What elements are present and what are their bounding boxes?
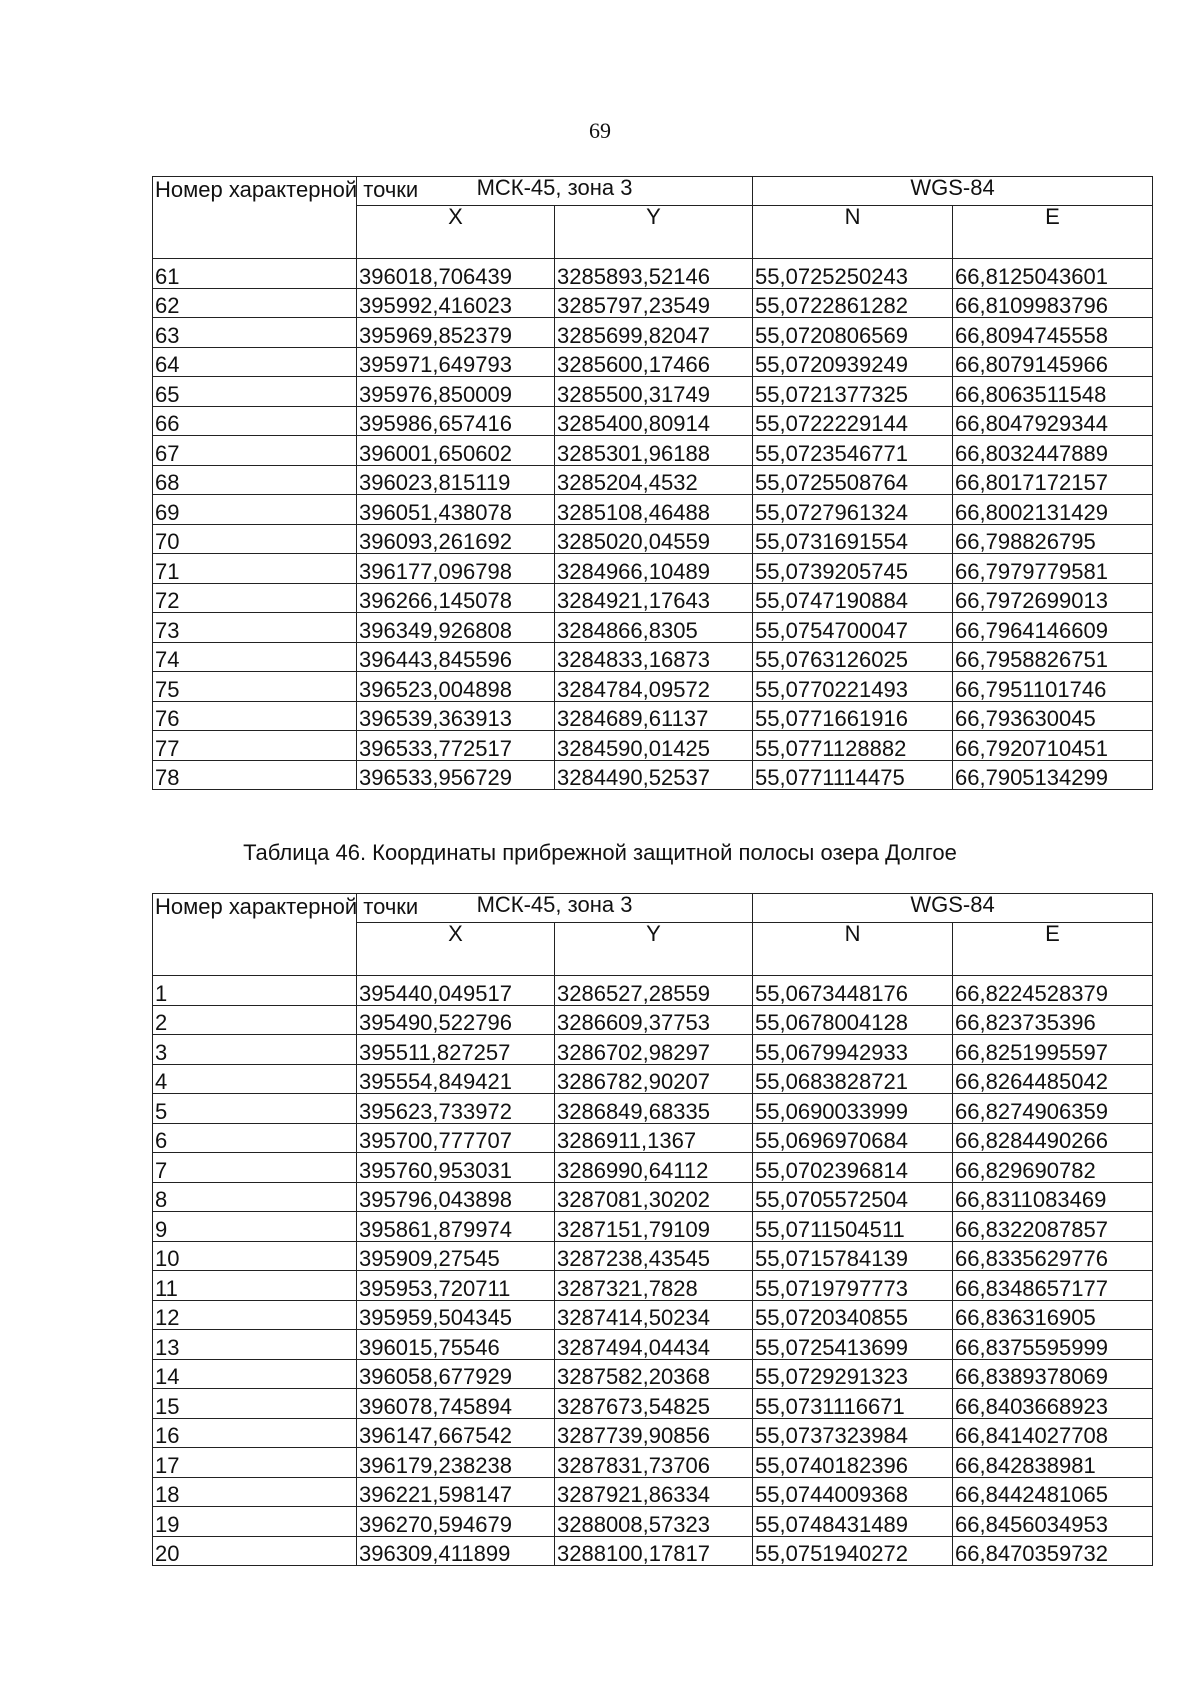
n-cell: 55,0751940272 <box>753 1536 953 1566</box>
point-number-cell: 67 <box>153 436 357 466</box>
point-number-cell: 71 <box>153 554 357 584</box>
e-cell: 66,8470359732 <box>953 1536 1153 1566</box>
y-cell: 3287238,43545 <box>555 1241 753 1271</box>
header-n: N <box>753 206 953 259</box>
point-number-cell: 8 <box>153 1182 357 1212</box>
page-number: 69 <box>589 118 611 143</box>
n-cell: 55,0771114475 <box>753 760 953 790</box>
x-cell: 396349,926808 <box>357 613 555 643</box>
x-cell: 396266,145078 <box>357 583 555 613</box>
e-cell: 66,8125043601 <box>953 259 1153 289</box>
e-cell: 66,8375595999 <box>953 1330 1153 1360</box>
x-cell: 395490,522796 <box>357 1005 555 1035</box>
e-cell: 66,8403668923 <box>953 1389 1153 1419</box>
table-row <box>153 1094 1153 1124</box>
x-cell: 395511,827257 <box>357 1035 555 1065</box>
point-number-cell: 75 <box>153 672 357 702</box>
x-cell: 395796,043898 <box>357 1182 555 1212</box>
point-number-cell: 5 <box>153 1094 357 1124</box>
point-number-cell: 62 <box>153 288 357 318</box>
y-cell: 3284921,17643 <box>555 583 753 613</box>
n-cell: 55,0754700047 <box>753 613 953 643</box>
x-cell: 396147,667542 <box>357 1418 555 1448</box>
y-cell: 3285204,4532 <box>555 465 753 495</box>
table-row <box>153 672 1153 702</box>
y-cell: 3287151,79109 <box>555 1212 753 1242</box>
table-row <box>153 1064 1153 1094</box>
n-cell: 55,0673448176 <box>753 976 953 1006</box>
point-number-cell: 20 <box>153 1536 357 1566</box>
point-number-cell: 19 <box>153 1507 357 1537</box>
e-cell: 66,8109983796 <box>953 288 1153 318</box>
y-cell: 3286849,68335 <box>555 1094 753 1124</box>
table-row <box>153 377 1153 407</box>
header-y: Y <box>555 206 753 259</box>
e-cell: 66,7920710451 <box>953 731 1153 761</box>
x-cell: 396309,411899 <box>357 1536 555 1566</box>
y-cell: 3287921,86334 <box>555 1477 753 1507</box>
y-cell: 3285893,52146 <box>555 259 753 289</box>
table-row <box>153 1241 1153 1271</box>
point-number-cell: 74 <box>153 642 357 672</box>
y-cell: 3286702,98297 <box>555 1035 753 1065</box>
point-number-cell: 63 <box>153 318 357 348</box>
table-row <box>153 406 1153 436</box>
coordinates-table-1 <box>152 176 1153 790</box>
n-cell: 55,0711504511 <box>753 1212 953 1242</box>
n-cell: 55,0770221493 <box>753 672 953 702</box>
point-number-cell: 70 <box>153 524 357 554</box>
x-cell: 395976,850009 <box>357 377 555 407</box>
table-row <box>153 1005 1153 1035</box>
n-cell: 55,0771128882 <box>753 731 953 761</box>
n-cell: 55,0725250243 <box>753 259 953 289</box>
n-cell: 55,0720939249 <box>753 347 953 377</box>
e-cell: 66,7964146609 <box>953 613 1153 643</box>
table-row <box>153 1330 1153 1360</box>
n-cell: 55,0721377325 <box>753 377 953 407</box>
x-cell: 396177,096798 <box>357 554 555 584</box>
e-cell: 66,8251995597 <box>953 1035 1153 1065</box>
header-e: E <box>953 206 1153 259</box>
e-cell: 66,8284490266 <box>953 1123 1153 1153</box>
table-row <box>153 1418 1153 1448</box>
point-number-cell: 15 <box>153 1389 357 1419</box>
e-cell: 66,8032447889 <box>953 436 1153 466</box>
header-y: Y <box>555 923 753 976</box>
n-cell: 55,0748431489 <box>753 1507 953 1537</box>
n-cell: 55,0763126025 <box>753 642 953 672</box>
y-cell: 3286527,28559 <box>555 976 753 1006</box>
e-cell: 66,8094745558 <box>953 318 1153 348</box>
header-msk45: МСК-45, зона 3 <box>357 894 753 923</box>
n-cell: 55,0731116671 <box>753 1389 953 1419</box>
e-cell: 66,798826795 <box>953 524 1153 554</box>
point-number-cell: 11 <box>153 1271 357 1301</box>
header-n: N <box>753 923 953 976</box>
x-cell: 395440,049517 <box>357 976 555 1006</box>
x-cell: 395554,849421 <box>357 1064 555 1094</box>
point-number-cell: 12 <box>153 1300 357 1330</box>
x-cell: 396001,650602 <box>357 436 555 466</box>
e-cell: 66,8456034953 <box>953 1507 1153 1537</box>
point-number-cell: 17 <box>153 1448 357 1478</box>
point-number-cell: 9 <box>153 1212 357 1242</box>
y-cell: 3287582,20368 <box>555 1359 753 1389</box>
n-cell: 55,0679942933 <box>753 1035 953 1065</box>
x-cell: 395909,27545 <box>357 1241 555 1271</box>
e-cell: 66,8414027708 <box>953 1418 1153 1448</box>
table-body <box>153 976 1153 1566</box>
e-cell: 66,8047929344 <box>953 406 1153 436</box>
n-cell: 55,0725413699 <box>753 1330 953 1360</box>
table-row <box>153 524 1153 554</box>
y-cell: 3285797,23549 <box>555 288 753 318</box>
point-number-cell: 2 <box>153 1005 357 1035</box>
n-cell: 55,0739205745 <box>753 554 953 584</box>
table-row <box>153 1153 1153 1183</box>
table-row <box>153 1389 1153 1419</box>
n-cell: 55,0696970684 <box>753 1123 953 1153</box>
point-number-cell: 13 <box>153 1330 357 1360</box>
x-cell: 396015,75546 <box>357 1330 555 1360</box>
header-x: X <box>357 206 555 259</box>
e-cell: 66,7951101746 <box>953 672 1153 702</box>
y-cell: 3284784,09572 <box>555 672 753 702</box>
n-cell: 55,0729291323 <box>753 1359 953 1389</box>
x-cell: 396018,706439 <box>357 259 555 289</box>
table-row <box>153 642 1153 672</box>
header-wgs84: WGS-84 <box>753 177 1153 206</box>
table-row <box>153 1123 1153 1153</box>
table-row <box>153 465 1153 495</box>
e-cell: 66,7979779581 <box>953 554 1153 584</box>
y-cell: 3286911,1367 <box>555 1123 753 1153</box>
header-wgs84: WGS-84 <box>753 894 1153 923</box>
y-cell: 3284490,52537 <box>555 760 753 790</box>
table-row <box>153 1359 1153 1389</box>
table-row <box>153 436 1153 466</box>
header-msk45: МСК-45, зона 3 <box>357 177 753 206</box>
point-number-cell: 7 <box>153 1153 357 1183</box>
header-point-number: Номер характерной точки <box>153 894 357 976</box>
e-cell: 66,8322087857 <box>953 1212 1153 1242</box>
table-row <box>153 1477 1153 1507</box>
e-cell: 66,8335629776 <box>953 1241 1153 1271</box>
table-row <box>153 347 1153 377</box>
table-row <box>153 760 1153 790</box>
n-cell: 55,0725508764 <box>753 465 953 495</box>
e-cell: 66,8348657177 <box>953 1271 1153 1301</box>
y-cell: 3286782,90207 <box>555 1064 753 1094</box>
e-cell: 66,829690782 <box>953 1153 1153 1183</box>
table-row <box>153 583 1153 613</box>
n-cell: 55,0715784139 <box>753 1241 953 1271</box>
n-cell: 55,0722229144 <box>753 406 953 436</box>
point-number-cell: 72 <box>153 583 357 613</box>
e-cell: 66,7905134299 <box>953 760 1153 790</box>
x-cell: 395700,777707 <box>357 1123 555 1153</box>
coordinates-table-2 <box>152 893 1153 1566</box>
point-number-cell: 10 <box>153 1241 357 1271</box>
e-cell: 66,842838981 <box>953 1448 1153 1478</box>
n-cell: 55,0720340855 <box>753 1300 953 1330</box>
y-cell: 3287831,73706 <box>555 1448 753 1478</box>
y-cell: 3285600,17466 <box>555 347 753 377</box>
point-number-cell: 65 <box>153 377 357 407</box>
y-cell: 3285301,96188 <box>555 436 753 466</box>
x-cell: 396023,815119 <box>357 465 555 495</box>
point-number-cell: 78 <box>153 760 357 790</box>
point-number-cell: 73 <box>153 613 357 643</box>
n-cell: 55,0731691554 <box>753 524 953 554</box>
n-cell: 55,0723546771 <box>753 436 953 466</box>
n-cell: 55,0727961324 <box>753 495 953 525</box>
x-cell: 396221,598147 <box>357 1477 555 1507</box>
point-number-cell: 14 <box>153 1359 357 1389</box>
table-row <box>153 731 1153 761</box>
point-number-cell: 61 <box>153 259 357 289</box>
x-cell: 396533,956729 <box>357 760 555 790</box>
n-cell: 55,0705572504 <box>753 1182 953 1212</box>
y-cell: 3284966,10489 <box>555 554 753 584</box>
y-cell: 3287739,90856 <box>555 1418 753 1448</box>
x-cell: 396533,772517 <box>357 731 555 761</box>
y-cell: 3285500,31749 <box>555 377 753 407</box>
table-row <box>153 701 1153 731</box>
e-cell: 66,793630045 <box>953 701 1153 731</box>
e-cell: 66,8442481065 <box>953 1477 1153 1507</box>
e-cell: 66,823735396 <box>953 1005 1153 1035</box>
table-row <box>153 1448 1153 1478</box>
e-cell: 66,836316905 <box>953 1300 1153 1330</box>
e-cell: 66,8389378069 <box>953 1359 1153 1389</box>
point-number-cell: 6 <box>153 1123 357 1153</box>
table-row <box>153 1300 1153 1330</box>
y-cell: 3285699,82047 <box>555 318 753 348</box>
y-cell: 3284866,8305 <box>555 613 753 643</box>
y-cell: 3288008,57323 <box>555 1507 753 1537</box>
x-cell: 395992,416023 <box>357 288 555 318</box>
n-cell: 55,0771661916 <box>753 701 953 731</box>
table-row <box>153 318 1153 348</box>
e-cell: 66,8311083469 <box>953 1182 1153 1212</box>
x-cell: 395986,657416 <box>357 406 555 436</box>
x-cell: 396058,677929 <box>357 1359 555 1389</box>
point-number-cell: 64 <box>153 347 357 377</box>
e-cell: 66,8002131429 <box>953 495 1153 525</box>
n-cell: 55,0744009368 <box>753 1477 953 1507</box>
n-cell: 55,0720806569 <box>753 318 953 348</box>
x-cell: 396539,363913 <box>357 701 555 731</box>
x-cell: 395760,953031 <box>357 1153 555 1183</box>
x-cell: 396270,594679 <box>357 1507 555 1537</box>
e-cell: 66,8063511548 <box>953 377 1153 407</box>
x-cell: 395861,879974 <box>357 1212 555 1242</box>
e-cell: 66,7958826751 <box>953 642 1153 672</box>
point-number-cell: 69 <box>153 495 357 525</box>
x-cell: 395971,649793 <box>357 347 555 377</box>
n-cell: 55,0740182396 <box>753 1448 953 1478</box>
y-cell: 3284689,61137 <box>555 701 753 731</box>
table-row <box>153 1536 1153 1566</box>
table-row <box>153 259 1153 289</box>
header-e: E <box>953 923 1153 976</box>
point-number-cell: 66 <box>153 406 357 436</box>
x-cell: 395959,504345 <box>357 1300 555 1330</box>
e-cell: 66,8264485042 <box>953 1064 1153 1094</box>
table-row <box>153 554 1153 584</box>
y-cell: 3286990,64112 <box>555 1153 753 1183</box>
x-cell: 396078,745894 <box>357 1389 555 1419</box>
y-cell: 3288100,17817 <box>555 1536 753 1566</box>
table-row <box>153 288 1153 318</box>
point-number-cell: 3 <box>153 1035 357 1065</box>
table-row <box>153 613 1153 643</box>
table-row <box>153 1212 1153 1242</box>
point-number-cell: 4 <box>153 1064 357 1094</box>
x-cell: 396179,238238 <box>357 1448 555 1478</box>
n-cell: 55,0690033999 <box>753 1094 953 1124</box>
e-cell: 66,8017172157 <box>953 465 1153 495</box>
table-row <box>153 495 1153 525</box>
n-cell: 55,0719797773 <box>753 1271 953 1301</box>
y-cell: 3285020,04559 <box>555 524 753 554</box>
point-number-cell: 16 <box>153 1418 357 1448</box>
x-cell: 395969,852379 <box>357 318 555 348</box>
e-cell: 66,7972699013 <box>953 583 1153 613</box>
n-cell: 55,0722861282 <box>753 288 953 318</box>
n-cell: 55,0747190884 <box>753 583 953 613</box>
y-cell: 3285108,46488 <box>555 495 753 525</box>
x-cell: 396443,845596 <box>357 642 555 672</box>
y-cell: 3286609,37753 <box>555 1005 753 1035</box>
e-cell: 66,8274906359 <box>953 1094 1153 1124</box>
point-number-cell: 18 <box>153 1477 357 1507</box>
point-number-cell: 1 <box>153 976 357 1006</box>
table-row <box>153 1035 1153 1065</box>
y-cell: 3287321,7828 <box>555 1271 753 1301</box>
x-cell: 396051,438078 <box>357 495 555 525</box>
x-cell: 395953,720711 <box>357 1271 555 1301</box>
table-row <box>153 1507 1153 1537</box>
table-row <box>153 1271 1153 1301</box>
e-cell: 66,8079145966 <box>953 347 1153 377</box>
y-cell: 3284590,01425 <box>555 731 753 761</box>
y-cell: 3287494,04434 <box>555 1330 753 1360</box>
header-point-number: Номер характерной точки <box>153 177 357 259</box>
x-cell: 395623,733972 <box>357 1094 555 1124</box>
table-body <box>153 259 1153 790</box>
y-cell: 3287673,54825 <box>555 1389 753 1419</box>
y-cell: 3284833,16873 <box>555 642 753 672</box>
y-cell: 3287081,30202 <box>555 1182 753 1212</box>
n-cell: 55,0678004128 <box>753 1005 953 1035</box>
point-number-cell: 68 <box>153 465 357 495</box>
table-caption: Таблица 46. Координаты прибрежной защитной полосы озера Долгое <box>243 840 957 865</box>
x-cell: 396093,261692 <box>357 524 555 554</box>
header-x: X <box>357 923 555 976</box>
table-row <box>153 1182 1153 1212</box>
point-number-cell: 76 <box>153 701 357 731</box>
y-cell: 3287414,50234 <box>555 1300 753 1330</box>
point-number-cell: 77 <box>153 731 357 761</box>
x-cell: 396523,004898 <box>357 672 555 702</box>
n-cell: 55,0683828721 <box>753 1064 953 1094</box>
n-cell: 55,0737323984 <box>753 1418 953 1448</box>
y-cell: 3285400,80914 <box>555 406 753 436</box>
table-row <box>153 976 1153 1006</box>
e-cell: 66,8224528379 <box>953 976 1153 1006</box>
n-cell: 55,0702396814 <box>753 1153 953 1183</box>
